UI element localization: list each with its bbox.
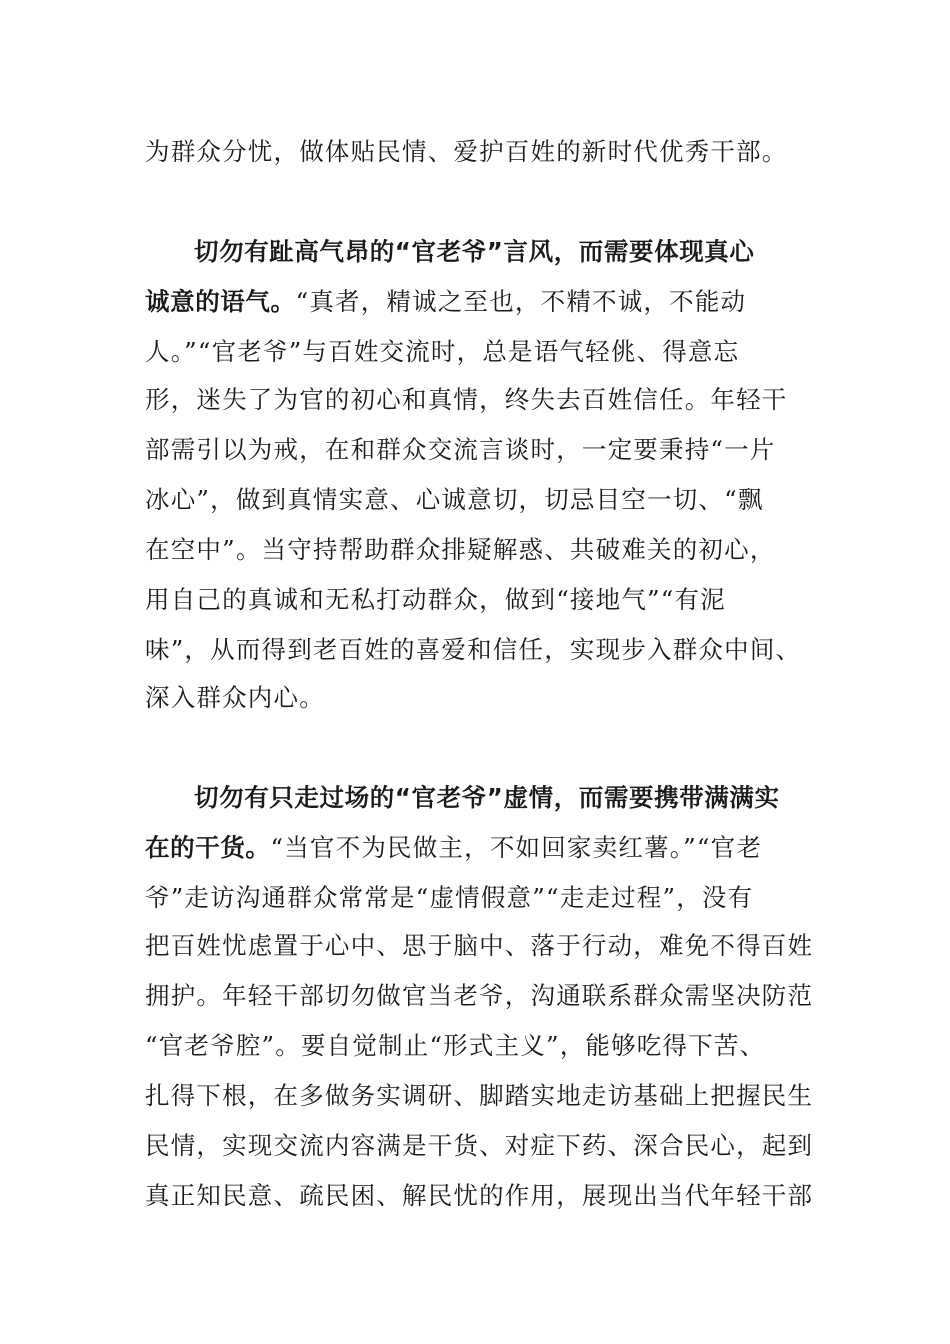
paragraph-line: 为群众分忧，做体贴民情、爱护百姓的新时代优秀干部。 (145, 137, 788, 166)
section2-line: 民情，实现交流内容满是干货、对症下药、深合民心，起到 (145, 1131, 814, 1160)
section1-line: 冰心”，做到真情实意、心诚意切，切忌目空一切、“飘 (145, 485, 764, 514)
section2-heading-tail: 在的干货。 (145, 833, 271, 862)
section2-line: “官老爷腔”。要自觉制止“形式主义”，能够吃得下苦、 (145, 1031, 766, 1060)
section1-line: 人。”“官老爷”与百姓交流时，总是语气轻佻、得意忘 (145, 337, 740, 366)
section2-heading-line2 (145, 832, 762, 864)
section1-line: 深入群众内心。 (145, 683, 325, 712)
section1-text: “真者，精诚之至也，不精不诚，不能动 (295, 287, 747, 316)
section2-text: “当官不为民做主，不如回家卖红薯。”“官老 (270, 833, 763, 862)
section1-heading-line2 (145, 286, 746, 318)
section1-line: 用自己的真诚和无私打动群众，做到“接地气”“有泥 (145, 585, 726, 614)
section2-line: 真正知民意、疏民困、解民忧的作用，展现出当代年轻干部 (145, 1181, 814, 1210)
section1-line: 味”，从而得到老百姓的喜爱和信任，实现步入群众中间、 (145, 635, 802, 664)
section2-line: 把百姓忧虑置于心中、思于脑中、落于行动，难免不得百姓 (145, 931, 814, 960)
section1-heading-tail: 诚意的语气。 (145, 287, 296, 316)
section2-line: 扎得下根，在多做务实调研、脚踏实地走访基础上把握民生 (145, 1081, 814, 1110)
section1-line: 部需引以为戒，在和群众交流言谈时，一定要秉持“一片 (145, 435, 776, 464)
section1-line: 在空中”。当守持帮助群众排疑解惑、共破难关的初心， (145, 535, 776, 564)
section2-line: 拥护。年轻干部切勿做官当老爷，沟通联系群众需坚决防范 (145, 981, 814, 1010)
section1-line: 形，迷失了为官的初心和真情，终失去百姓信任。年轻干 (145, 385, 788, 414)
section2-line: 爷”走访沟通群众常常是“虚情假意”“走走过程”，没有 (145, 883, 754, 912)
section2-heading: 切勿有只走过场的“官老爷”虚情，而需要携带满满实 (194, 783, 780, 812)
section1-heading: 切勿有趾高气昂的“官老爷”言风，而需要体现真心 (194, 237, 755, 266)
